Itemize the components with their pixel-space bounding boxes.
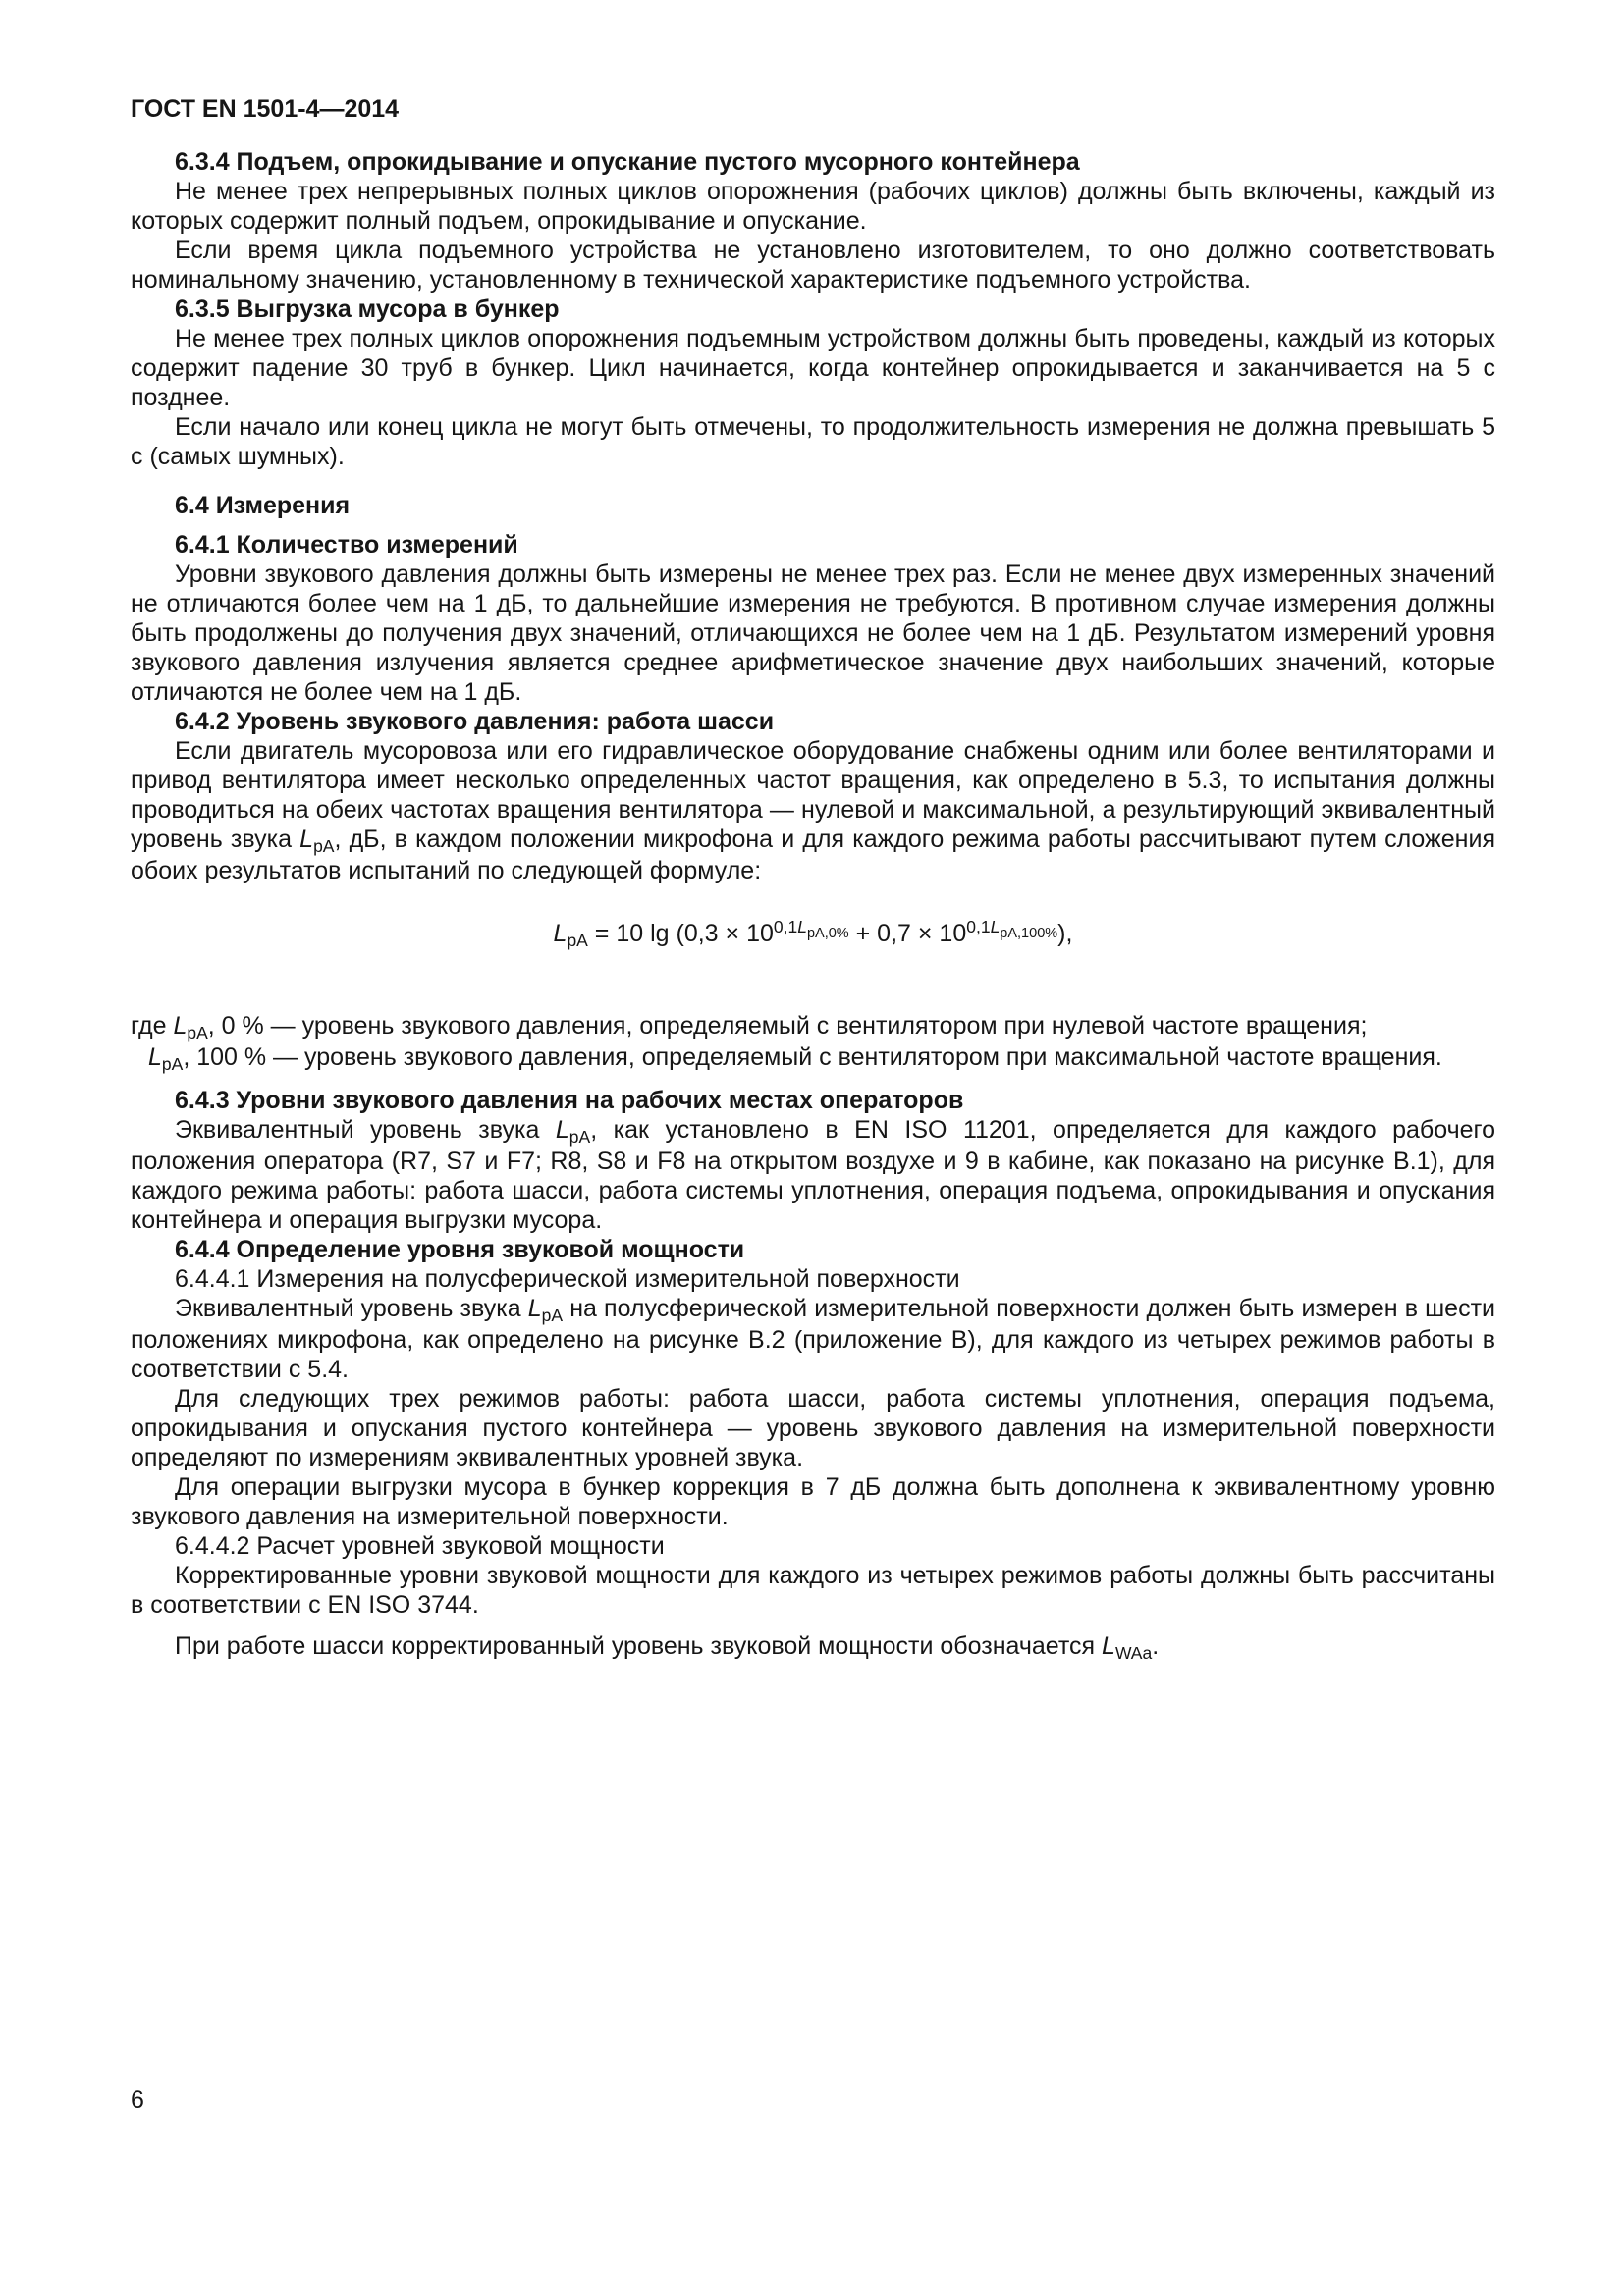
definition-item: где LpA, 0 % — уровень звукового давления, определяемый с вентилятором при нулевой частоте вращения; <box>131 1012 1368 1042</box>
definition-item: LpA, 100 % — уровень звукового давления, определяемый с вентилятором при максимальной частоте вращения. <box>148 1043 1442 1074</box>
section-heading: 6.4.3 Уровни звукового давления на рабочих местах операторов <box>175 1087 964 1114</box>
section-heading: 6.4.1 Количество измерений <box>175 531 518 559</box>
paragraph: Для следующих трех режимов работы: работа шасси, работа системы уплотнения, операция подъема, опрокидывания и опускания пустого контейнера — уровень звукового давления на измерительной поверхности определяют по измерениям эквивалентных уровней звука. <box>131 1385 1495 1471</box>
paragraph: Корректированные уровни звуковой мощности для каждого из четырех режимов работы должны быть рассчитаны в соответствии с EN ISO 3744. <box>131 1562 1495 1619</box>
paragraph: Если время цикла подъемного устройства не установлено изготовителем, то оно должно соответствовать номинальному значению, установленному в технической характеристике подъемного устройства. <box>131 237 1495 294</box>
document-code: ГОСТ EN 1501-4—2014 <box>131 95 400 123</box>
document-body <box>131 147 1495 1663</box>
paragraph: Не менее трех полных циклов опорожнения подъемным устройством должны быть проведены, каждый из которых содержит падение 30 труб в бункер. Цикл начинается, когда контейнер опрокидывается и заканчивается на 5 с позднее. <box>131 325 1495 411</box>
page-number: 6 <box>131 2086 144 2113</box>
paragraph: Эквивалентный уровень звука LpA, как установлено в EN ISO 11201, определяется для каждого рабочего положения оператора (R7, S7 и F7; R8, S8 и F8 на открытом воздухе и 9 в кабине, как показано на рисунке В.1), для каждого режима работы: работа шасси, работа системы уплотнения, операция подъема, опрокидывания и опускания контейнера и операция выгрузки мусора. <box>131 1116 1495 1234</box>
paragraph: Если двигатель мусоровоза или его гидравлическое оборудование снабжены одним или более вентиляторами и привод вентилятора имеет несколько определенных частот вращения, как определено в 5.3, то испытания должны проводиться на обеих частотах вращения вентилятора — нулевой и максимальной, а результирующий эквивалентный уровень звука LpA, дБ, в каждом положении микрофона и для каждого режима работы рассчитывают путем сложения обоих результатов испытаний по следующей формуле: <box>131 737 1495 884</box>
paragraph: 6.4.4.1 Измерения на полусферической измерительной поверхности <box>175 1265 960 1293</box>
paragraph: Если начало или конец цикла не могут быть отмечены, то продолжительность измерения не должна превышать 5 с (самых шумных). <box>131 413 1495 470</box>
section-heading: 6.4.4 Определение уровня звуковой мощности <box>175 1236 745 1263</box>
paragraph: Уровни звукового давления должны быть измерены не менее трех раз. Если не менее двух измеренных значений не отличаются более чем на 1 дБ, то дальнейшие измерения не требуются. В противном случае измерения должны быть продолжены до получения двух значений, отличающихся не более чем на 1 дБ. Результатом измерений уровня звукового давления излучения является среднее арифметическое значение двух наибольших значений, которые отличаются не более чем на 1 дБ. <box>131 561 1495 706</box>
section-heading: 6.4 Измерения <box>175 492 351 519</box>
paragraph: Для операции выгрузки мусора в бункер коррекция в 7 дБ должна быть дополнена к эквивалентному уровню звукового давления на измерительной поверхности. <box>131 1473 1495 1530</box>
paragraph: 6.4.4.2 Расчет уровней звуковой мощности <box>175 1532 665 1560</box>
section-heading: 6.3.4 Подъем, опрокидывание и опускание пустого мусорного контейнера <box>175 148 1080 176</box>
paragraph: Не менее трех непрерывных полных циклов опорожнения (рабочих циклов) должны быть включены, каждый из которых содержит полный подъем, опрокидывание и опускание. <box>131 178 1495 235</box>
section-heading: 6.3.5 Выгрузка мусора в бункер <box>175 295 560 323</box>
paragraph: Эквивалентный уровень звука LpA на полусферической измерительной поверхности должен быть измерен в шести положениях микрофона, как определено на рисунке В.2 (приложение В), для каждого из четырех режимов работы в соответствии с 5.4. <box>131 1295 1495 1383</box>
section-heading: 6.4.2 Уровень звукового давления: работа шасси <box>175 708 775 735</box>
paragraph: При работе шасси корректированный уровень звуковой мощности обозначается LWAa. <box>175 1632 1160 1663</box>
formula: LpA = 10 $\lg (0,3 \times 10^{0,1L}pA,0\% + 0,7 \times 10^{0,1L}pA,100\%)$, <box>553 917 1073 950</box>
